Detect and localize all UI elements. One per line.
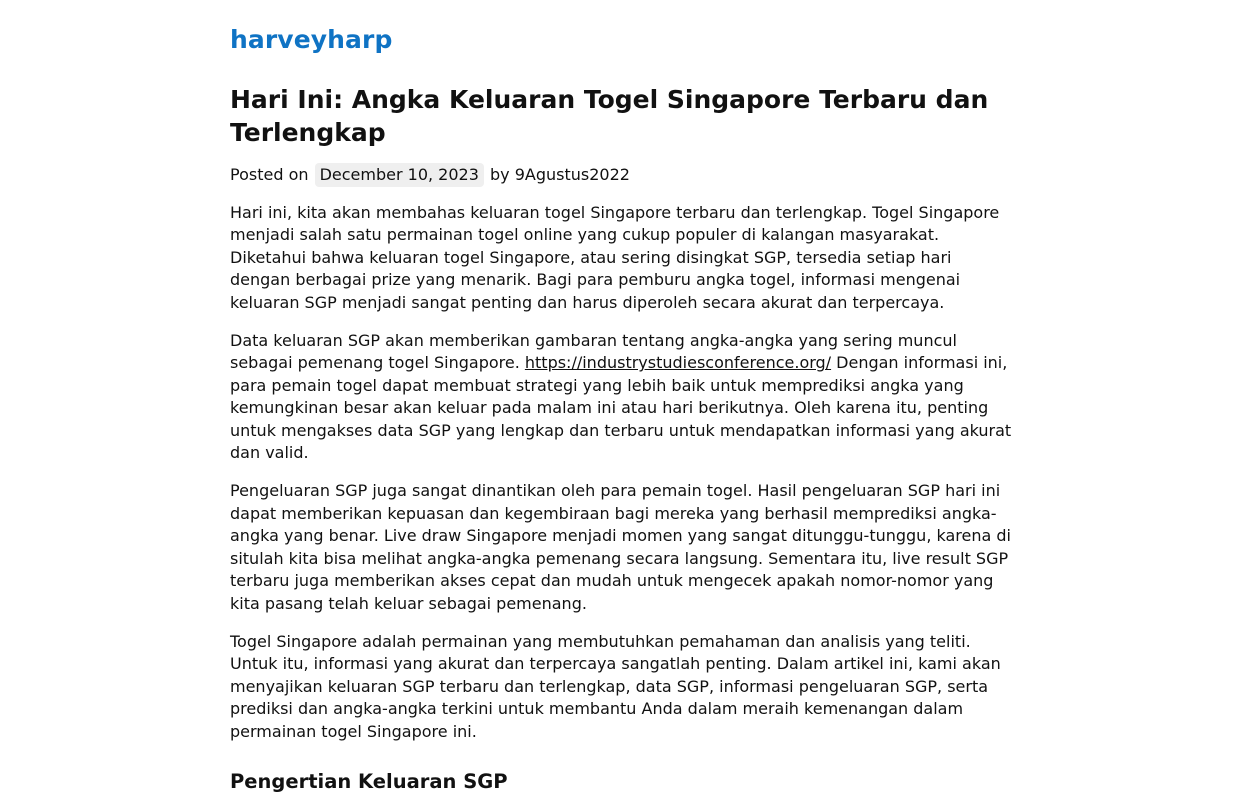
page-container [230,0,1012,795]
post-date-link[interactable]: December 10, 2023 [315,163,484,187]
paragraph-1: Hari ini, kita akan membahas keluaran togel Singapore terbaru dan terlengkap. Togel Singapore menjadi salah satu permainan togel online yang cukup populer di kalangan masyarakat. Diketahui bahwa keluaran togel Singapore, atau sering disingkat SGP, tersedia setiap hari dengan berbagai prize yang menarik. Bagi para pemburu angka togel, informasi mengenai keluaran SGP menjadi sangat penting dan harus diperoleh secara akurat dan terpercaya. [230,203,1000,312]
posted-on-label: Posted on [230,165,309,184]
post-body [230,202,1012,795]
paragraph-2-text-before: Data keluaran SGP akan memberikan gambaran tentang angka-angka yang sering muncul sebagai pemenang togel Singapore. [230,331,957,373]
by-label: by [490,165,510,184]
paragraph-2 [230,330,1012,464]
external-link[interactable]: https://industrystudiesconference.org/ [524,353,832,373]
post-title: Hari Ini: Angka Keluaran Togel Singapore Terbaru dan Terlengkap [230,85,989,147]
site-title-link[interactable]: harveyharp [230,25,393,54]
post-meta [230,162,1012,188]
post-author-link[interactable]: 9Agustus2022 [514,165,630,184]
paragraph-4: Togel Singapore adalah permainan yang membutuhkan pemahaman dan analisis yang teliti. Untuk itu, informasi yang akurat dan terpercaya sangatlah penting. Dalam artikel ini, kami akan menyajikan keluaran SGP terbaru dan terlengkap, data SGP, informasi pengeluaran SGP, serta prediksi dan angka-angka terkini untuk membantu Anda dalam meraih kemenangan dalam permainan togel Singapore ini. [230,631,1001,741]
paragraph-3: Pengeluaran SGP juga sangat dinantikan oleh para pemain togel. Hasil pengeluaran SGP hari ini dapat memberikan kepuasan dan kegembiraan bagi mereka yang berhasil memprediksi angka-angka yang benar. Live draw Singapore menjadi momen yang sangat ditunggu-tunggu, karena di situlah kita bisa melihat angka-angka pemenang secara langsung. Sementara itu, live result SGP terbaru juga memberikan akses cepat dan mudah untuk mengecek apakah nomor-nomor yang kita pasang telah keluar sebagai pemenang. [230,481,1011,613]
section-heading: Pengertian Keluaran SGP [230,769,508,793]
paragraph-2-text-after: Dengan informasi ini, para pemain togel dapat membuat strategi yang lebih baik untuk memprediksi angka yang kemungkinan besar akan keluar pada malam ini atau hari berikutnya. Oleh karena itu, penting untuk mengakses data SGP yang lengkap dan terbaru untuk mendapatkan informasi yang akurat dan valid. [230,353,1012,463]
